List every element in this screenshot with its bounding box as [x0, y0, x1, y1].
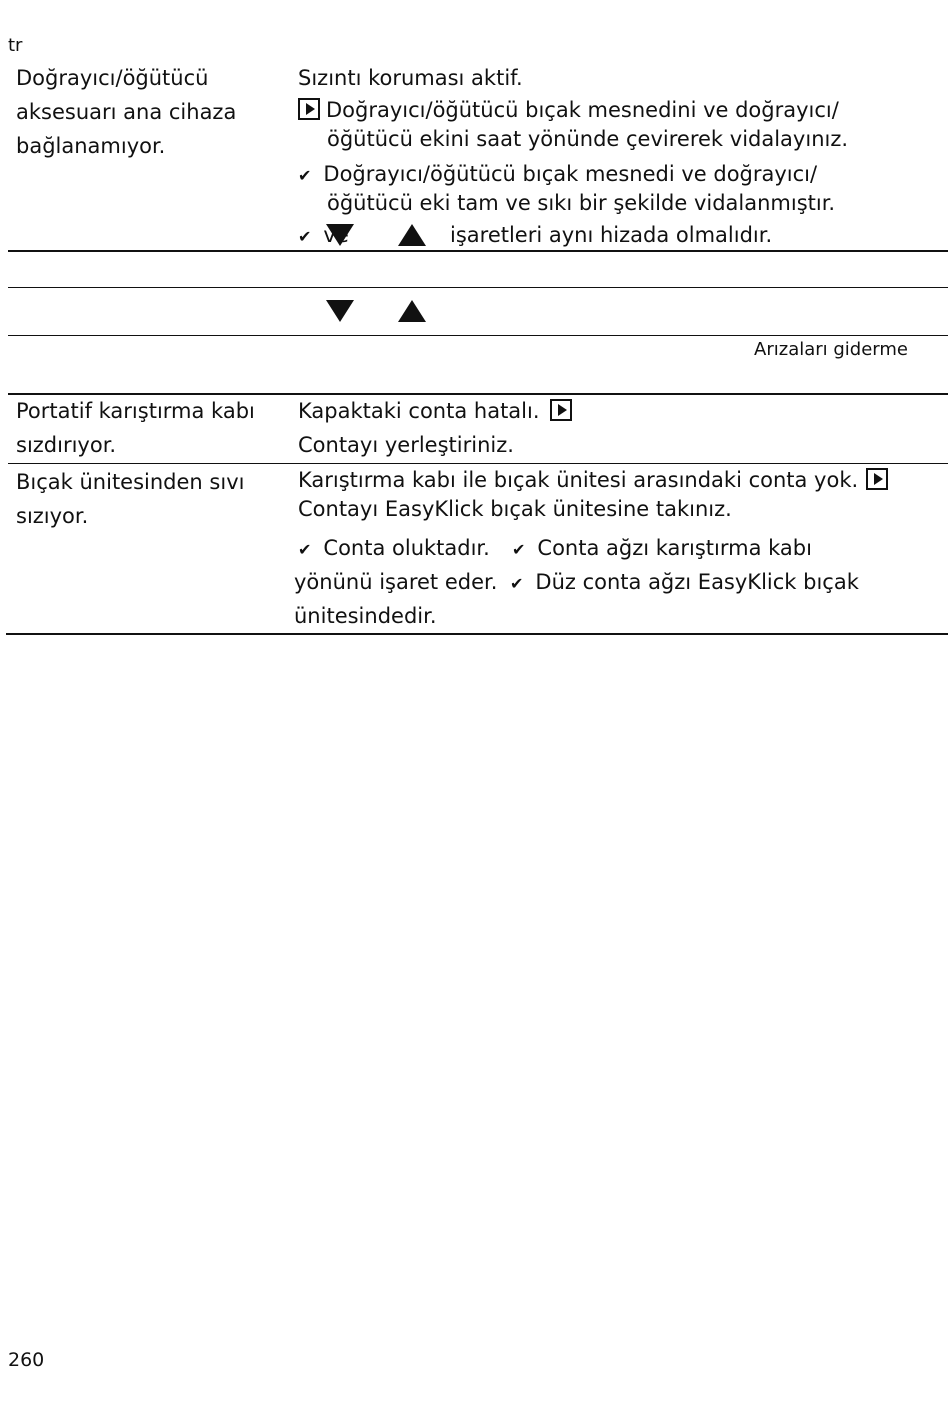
triangle-up-icon: [398, 300, 426, 322]
section-title: Arızaları giderme: [754, 339, 908, 360]
problem-line-2: sızdırıyor.: [16, 433, 117, 457]
check-line-3b: ünitesindedir.: [294, 604, 437, 628]
check-line-3: ✔ ve: [298, 222, 349, 250]
alignment-note: işaretleri aynı hizada olmalıdır.: [450, 223, 773, 247]
check-line-2: ✔ Conta ağzı karıştırma kabı: [512, 535, 812, 563]
problem-line-1: Doğrayıcı/öğütücü: [16, 66, 209, 90]
check-icon: ✔: [510, 574, 524, 593]
action-text: Contayı yerleştiriniz.: [298, 433, 514, 457]
play-icon: [550, 399, 572, 421]
problem-line-1: Bıçak ünitesinden sıvı: [16, 470, 245, 494]
table-rule: [8, 250, 948, 252]
action-line-2: öğütücü ekini saat yönünde çevirerek vidalayınız.: [327, 127, 849, 151]
triangle-up-icon: [398, 224, 426, 246]
language-code: tr: [8, 35, 23, 56]
row-rule: [8, 463, 948, 464]
problem-line-3: bağlanamıyor.: [16, 134, 166, 158]
check-icon: ✔: [298, 166, 312, 185]
check-line-3: ✔ Düz conta ağzı EasyKlick bıçak: [510, 569, 859, 597]
triangle-down-icon: [326, 300, 354, 322]
check-line-2b: yönünü işaret eder.: [294, 570, 498, 594]
action-text: Contayı EasyKlick bıçak ünitesine takınız.: [298, 497, 732, 521]
problem-line-2: sızıyor.: [16, 504, 89, 528]
check-icon: ✔: [512, 540, 526, 559]
check-line-1: ✔ Doğrayıcı/öğütücü bıçak mesnedi ve doğrayıcı/: [298, 161, 817, 189]
problem-line-1: Portatif karıştırma kabı: [16, 399, 255, 423]
problem-line-2: aksesuarı ana cihaza: [16, 100, 237, 124]
play-icon: [298, 98, 320, 120]
table-rule: [6, 633, 948, 635]
check-line-2: öğütücü eki tam ve sıkı bir şekilde vidalanmıştır.: [327, 191, 836, 215]
cause-text: Karıştırma kabı ile bıçak ünitesi arasındaki conta yok.: [298, 467, 894, 493]
action-line-1: Doğrayıcı/öğütücü bıçak mesnedini ve doğrayıcı/: [298, 97, 839, 123]
divider: [8, 335, 948, 336]
play-icon: [866, 468, 888, 490]
divider: [8, 287, 948, 288]
check-icon: ✔: [298, 227, 312, 246]
check-icon: ✔: [298, 540, 312, 559]
page-number: 260: [8, 1349, 45, 1371]
table-rule: [8, 393, 948, 395]
cause-text: Kapaktaki conta hatalı.: [298, 398, 578, 424]
cause-text: Sızıntı koruması aktif.: [298, 66, 523, 90]
check-line-1: ✔ Conta oluktadır.: [298, 535, 490, 563]
triangle-down-icon: [326, 224, 354, 246]
